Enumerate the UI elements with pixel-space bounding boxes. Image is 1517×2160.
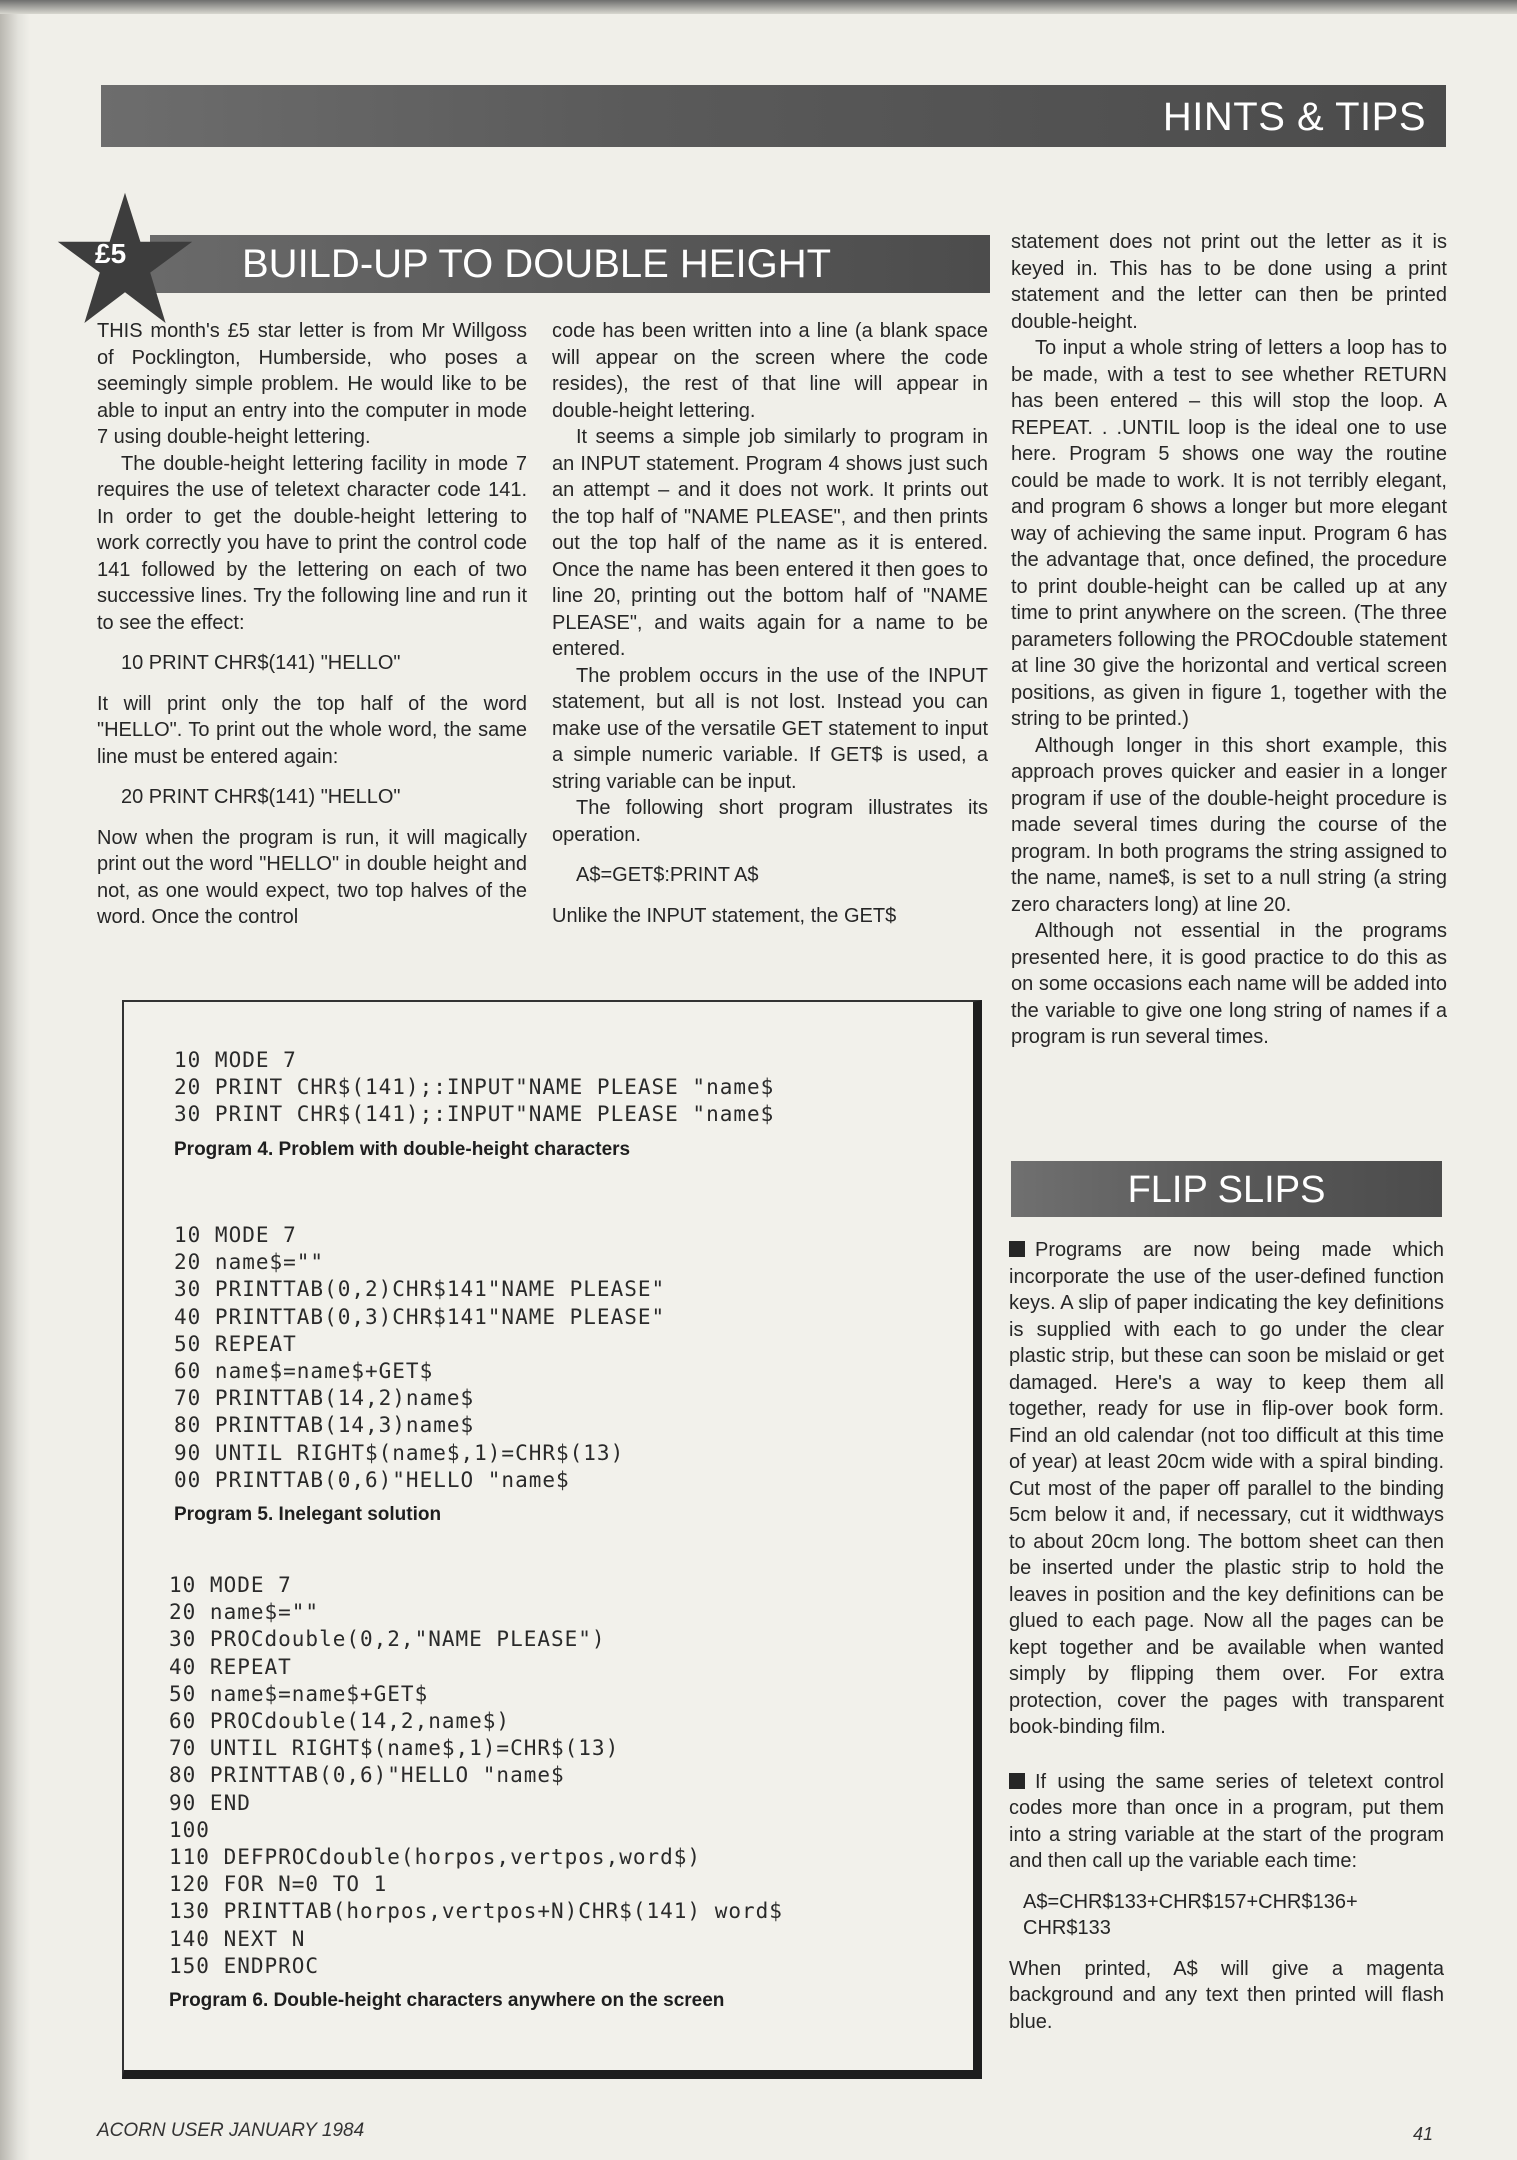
paragraph: code has been written into a line (a blank space will appear on the screen where the code resides), the rest of that line will appear in double-height lettering. [552, 320, 988, 422]
flip-slips-column [1009, 1237, 1444, 2035]
paragraph: When printed, A$ will give a magenta background and any text then printed will flash blue. [1009, 1957, 1444, 2033]
program-5 [174, 1222, 665, 1526]
article-column-2 [552, 318, 988, 929]
code-line: 50 REPEAT [174, 1331, 297, 1356]
paragraph-text: If using the same series of teletext control codes more than once in a program, put them into a string variable at the start of the program and then call up the variable each time: [1009, 1770, 1444, 1872]
code-line: 80 PRINTTAB(14,3)name$ [174, 1413, 475, 1438]
paragraph [1009, 1769, 1444, 1875]
code-line: 20 PRINT CHR$(141);:INPUT"NAME PLEASE "name$ [174, 1075, 775, 1100]
page-top-edge [0, 0, 1517, 14]
flip-slips-title: FLIP SLIPS [1127, 1169, 1326, 1211]
code-line: 70 UNTIL RIGHT$(name$,1)=CHR$(13) [169, 1736, 620, 1761]
paragraph [1009, 1237, 1444, 1741]
code-line: 40 PRINTTAB(0,3)CHR$141"NAME PLEASE" [174, 1304, 666, 1329]
code-line: 00 PRINTTAB(0,6)"HELLO "name$ [174, 1467, 570, 1492]
code-line: 100 [169, 1817, 210, 1842]
paragraph: statement does not print out the letter as it is keyed in. This has to be done using a print statement and the letter can then be printed double-height. [1011, 231, 1447, 333]
code-line: 150 ENDPROC [169, 1953, 320, 1978]
code-line: 70 PRINTTAB(14,2)name$ [174, 1386, 475, 1411]
code-line: 40 REPEAT [169, 1654, 292, 1679]
program-caption: Program 5. Inelegant solution [174, 1504, 442, 1526]
headline-bar [150, 235, 990, 293]
paragraph: The following short program illustrates its operation. [552, 797, 988, 846]
paragraph: It seems a simple job similarly to program in an INPUT statement. Program 4 shows just such an attempt – and it does not work. It prints out the top half of "NAME PLEASE", and then prints out the top half of the name as it is entered. Once the name has been entered it then goes to line 20, printing out the bottom half of "NAME PLEASE", and waits again for a name to be entered. [552, 426, 988, 660]
program-caption: Program 4. Problem with double-height characters [174, 1138, 631, 1160]
code-line: 10 MODE 7 [174, 1048, 297, 1072]
code-line: 80 PRINTTAB(0,6)"HELLO "name$ [169, 1763, 565, 1788]
paragraph: Unlike the INPUT statement, the GET$ [552, 904, 897, 927]
paragraph: It will print only the top half of the word "HELLO". To print out the whole word, the same line must be entered again: [97, 692, 527, 768]
program-4 [174, 1047, 774, 1161]
code-line: 130 PRINTTAB(horpos,vertpos+N)CHR$(141) word$ [169, 1899, 783, 1924]
code-line: 110 DEFPROCdouble(horpos,vertpos,word$) [169, 1845, 702, 1870]
program-6 [169, 1572, 783, 2012]
paragraph: Although longer in this short example, this approach proves quicker and easier in a longer program if use of the double-height procedure is made several times during the course of the program. In both programs the string assigned to the name, name$, is set to a null string (a string zero characters long) at line 20. [1011, 734, 1447, 916]
code-line: 50 name$=name$+GET$ [169, 1681, 429, 1706]
article-column-3 [1011, 229, 1447, 1051]
section-header-bar [101, 85, 1446, 147]
code-line: 30 PRINT CHR$(141);:INPUT"NAME PLEASE "name$ [174, 1102, 775, 1127]
code-line: 20 name$="" [169, 1600, 320, 1625]
paragraph: Although not essential in the programs presented here, it is good practice to do this as on some occasions each name will be added into the variable to give one long string of names if a program is run several times. [1011, 920, 1447, 1048]
paragraph: THIS month's £5 star letter is from Mr Willgoss of Pocklington, Humberside, who poses a seemingly simple problem. He would like to be able to input an entry into the computer in mode 7 using double-height lettering. [97, 320, 527, 448]
paragraph: The double-height lettering facility in mode 7 requires the use of teletext character code 141. In order to get the double-height lettering to work correctly you have to print the control code 141 followed by the lettering on each of two successive lines. Try the following line and run it to see the effect: [97, 452, 527, 634]
program-listing-box [122, 1000, 982, 2079]
paragraph: To input a whole string of letters a loop has to be made, with a test to see whether RETURN has been entered – this will stop the loop. A REPEAT. . .UNTIL loop is the ideal one to use here. Program 5 shows one way the routine could be made to work. It is not terribly elegant, and program 6 shows a longer but more elegant way of achieving the same input. Program 6 has the advantage that, once defined, the procedure to print double-height can be called up at any time to print anywhere on the screen. (The three parameters following the PROCdouble statement at line 30 give the horizontal and vertical screen positions, as given in figure 1, together with the string to be printed.) [1011, 337, 1447, 730]
code-line: 90 END [169, 1790, 251, 1815]
page-number: 41 [1413, 2124, 1434, 2144]
code-line: 30 PRINTTAB(0,2)CHR$141"NAME PLEASE" [174, 1277, 666, 1302]
inline-code: A$=GET$:PRINT A$ [576, 864, 759, 886]
paragraph: The problem occurs in the use of the INPUT statement, but all is not lost. Instead you can make use of the versatile GET statement to input a simple numeric variable. If GET$ is used, a string variable can be input. [552, 664, 988, 793]
inline-code: 20 PRINT CHR$(141) "HELLO" [121, 786, 401, 808]
code-line: 30 PROCdouble(0,2,"NAME PLEASE") [169, 1627, 606, 1652]
code-line: 90 UNTIL RIGHT$(name$,1)=CHR$(13) [174, 1440, 625, 1465]
article-column-1 [97, 318, 527, 931]
inline-code: A$=CHR$133+CHR$157+CHR$136+ CHR$133 [1023, 1890, 1358, 1939]
inline-code: 10 PRINT CHR$(141) "HELLO" [121, 652, 401, 674]
prize-badge: £5 [95, 238, 127, 269]
page-edge-shadow [0, 0, 30, 2160]
paragraph-text: Programs are now being made which incorporate the use of the user-defined function keys. A slip of paper indicating the key definitions is supplied with each to go under the clear plastic strip, but these can soon be mislaid or get damaged. Here's a way to keep them all together, ready for use in flip-over book form. Find an old calendar (not too difficult at this time of year) at least 20cm wide with a spiral binding. Cut most of the paper off parallel to the binding 5cm below it and, if necessary, cut it widthways to about 20cm long. The bottom sheet can then be inserted under the plastic strip to hold the leaves in position and the key definitions can be glued to each page. Now all the pages can be kept together and be available when wanted simply by flipping them over. For extra protection, cover the pages with transparent book-binding film. [1009, 1239, 1444, 1738]
code-line: 60 name$=name$+GET$ [174, 1359, 434, 1384]
article-headline: BUILD-UP TO DOUBLE HEIGHT [242, 242, 832, 286]
flip-slips-header [1011, 1161, 1442, 1217]
publication-footer: ACORN USER JANUARY 1984 [97, 2120, 365, 2141]
paragraph: Now when the program is run, it will magically print out the word "HELLO" in double height and not, as one would expect, two top halves of the word. Once the control [97, 826, 527, 928]
code-line: 10 MODE 7 [169, 1573, 292, 1597]
code-line: 60 PROCdouble(14,2,name$) [169, 1709, 511, 1734]
bullet-square-icon [1009, 1241, 1025, 1257]
code-line: 20 name$="" [174, 1250, 325, 1275]
program-caption: Program 6. Double-height characters anywhere on the screen [169, 1990, 725, 2012]
bullet-square-icon [1009, 1773, 1025, 1789]
section-title: HINTS & TIPS [1162, 95, 1426, 139]
code-line: 10 MODE 7 [174, 1223, 297, 1247]
code-line: 140 NEXT N [169, 1926, 306, 1951]
code-line: 120 FOR N=0 TO 1 [169, 1872, 388, 1897]
